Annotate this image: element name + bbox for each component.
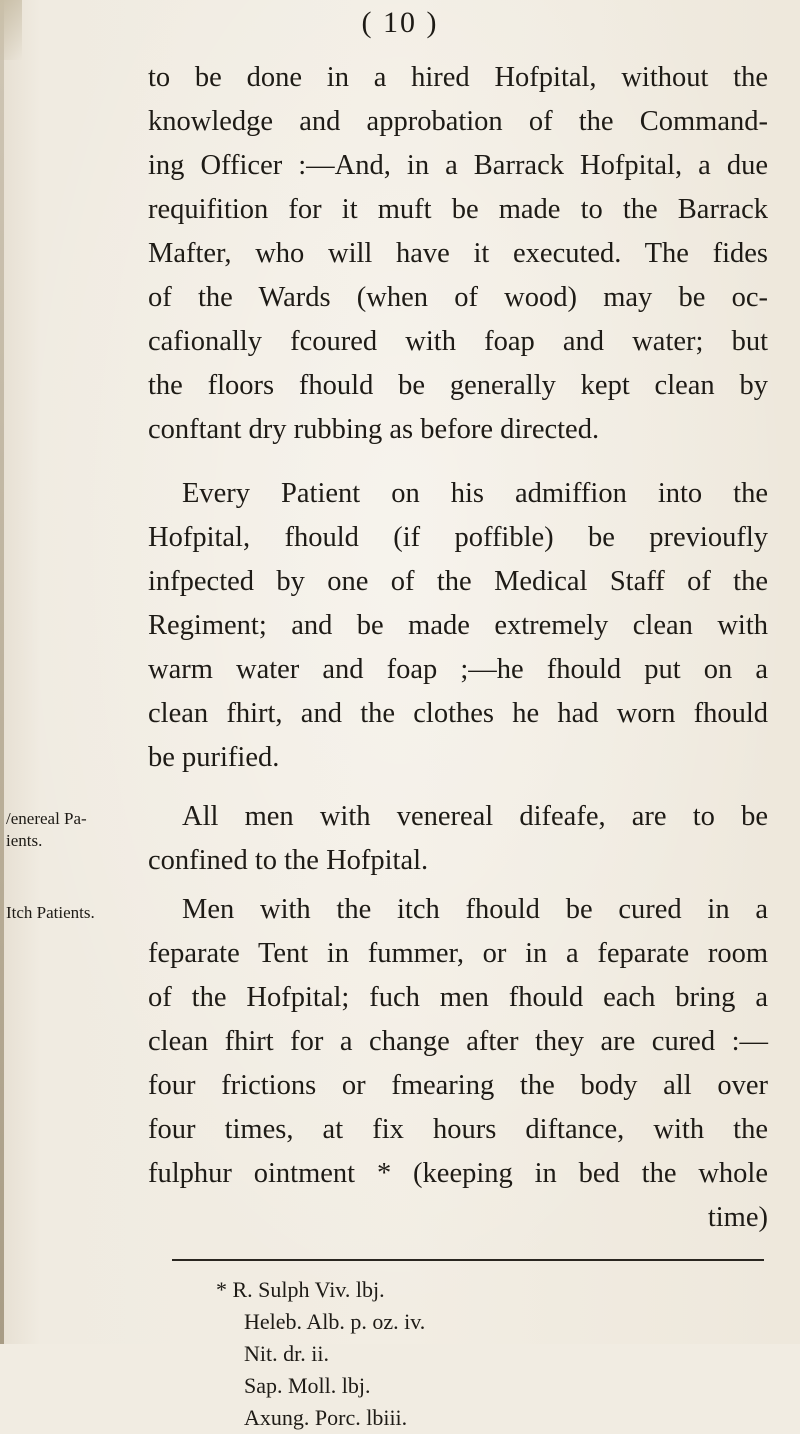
text-line: ing Officer :—And, in a Barrack Hofpital, a due [148,150,768,181]
text-line: Every Patient on his admiffion into the [182,478,768,509]
text-line: confined to the Hofpital. [148,845,429,876]
paragraph-venereal [148,795,768,883]
text-line: feparate Tent in fummer, or in a feparate room [148,938,768,969]
footnote-line: Heleb. Alb. p. oz. iv. [244,1309,426,1334]
margin-note-line: ients. [6,831,43,850]
text-line: to be done in a hired Hofpital, without the [148,62,768,93]
footnote-line: * R. Sulph Viv. lbj. [216,1277,385,1302]
margin-note-line: Itch Patients. [6,903,95,922]
text-line: four frictions or fmearing the body all over [148,1070,768,1101]
text-line: requifition for it muft be made to the Barrack [148,194,768,225]
text-line: Mafter, who will have it executed. The fides [148,238,768,269]
footnote-recipe [216,1274,425,1434]
page-number: ( 10 ) [361,6,439,39]
margin-note-itch-patients [6,902,126,924]
paragraph-patient-admission [148,472,768,780]
text-line: conftant dry rubbing as before directed. [148,414,600,445]
text-line: infpected by one of the Medical Staff of the [148,566,768,597]
text-line: All men with venereal difeafe, are to be [182,801,768,832]
text-line: time) [707,1202,768,1233]
text-line: the floors fhould be generally kept clean by [148,370,768,401]
margin-note-venereal-patients [6,808,126,852]
footnote-divider [172,1259,764,1261]
margin-note-line: /enereal Pa- [6,809,87,828]
footnote-line: Sap. Moll. lbj. [244,1373,371,1398]
text-line: fulphur ointment * (keeping in bed the whole [148,1158,768,1189]
footnote-line: Nit. dr. ii. [244,1341,329,1366]
text-line: clean fhirt for a change after they are cured :— [148,1026,768,1057]
text-line: knowledge and approbation of the Command- [148,106,768,137]
text-line: Regiment; and be made extremely clean with [148,610,768,641]
text-line: warm water and foap ;—he fhould put on a [148,654,768,685]
page-gutter [0,0,4,1344]
footnote-line: Axung. Porc. lbiii. [244,1405,408,1430]
text-line: four times, at fix hours diftance, with the [148,1114,768,1145]
paragraph-hospital-maintenance [148,56,768,452]
text-line: be purified. [148,742,280,773]
text-line: of the Wards (when of wood) may be oc- [148,282,768,313]
text-line: of the Hofpital; fuch men fhould each bring a [148,982,768,1013]
text-line: cafionally fcoured with foap and water; but [148,326,768,357]
paragraph-itch [148,888,768,1240]
text-line: Men with the itch fhould be cured in a [182,894,768,925]
text-line: clean fhirt, and the clothes he had worn fhould [148,698,768,729]
text-line: Hofpital, fhould (if poffible) be previoufly [148,522,768,553]
